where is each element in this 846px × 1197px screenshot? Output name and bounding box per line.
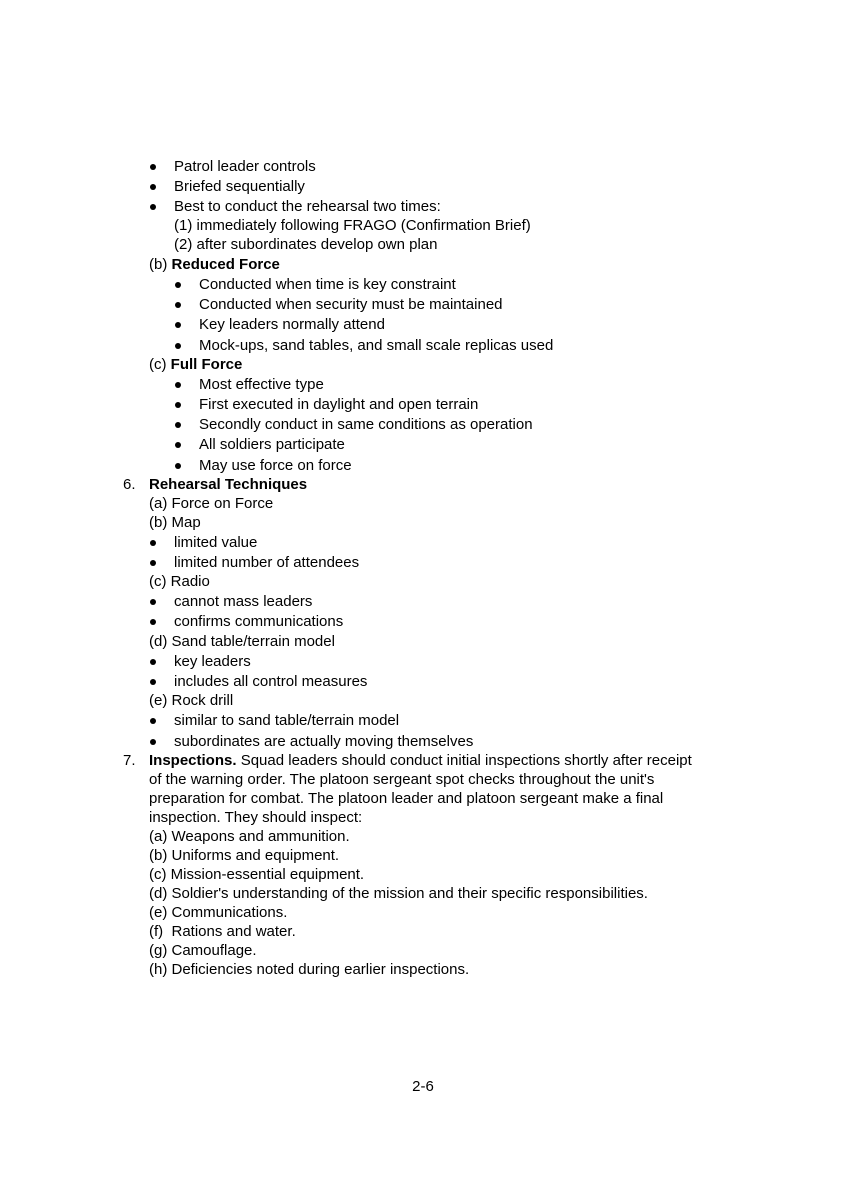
bullet-icon xyxy=(175,322,181,328)
list-subitem: (2) after subordinates develop own plan xyxy=(174,236,438,253)
technique-heading: (a) Force on Force xyxy=(149,495,274,512)
bullet-icon xyxy=(150,164,156,170)
list-item: Mock-ups, sand tables, and small scale replicas used xyxy=(199,337,554,354)
list-item: cannot mass leaders xyxy=(174,593,313,610)
list-item: Conducted when time is key constraint xyxy=(199,276,456,293)
list-item: similar to sand table/terrain model xyxy=(174,712,400,729)
list-item: Conducted when security must be maintained xyxy=(199,296,503,313)
list-item: subordinates are actually moving themselves xyxy=(174,733,474,750)
bullet-icon xyxy=(175,442,181,448)
section-title-text: Rehearsal Techniques xyxy=(149,476,308,493)
list-item: First executed in daylight and open terrain xyxy=(199,396,479,413)
paragraph-text: Squad leaders should conduct initial inspections shortly after receipt xyxy=(240,752,692,769)
bullet-icon xyxy=(175,463,181,469)
bullet-icon xyxy=(150,599,156,605)
inspection-item: (b) Uniforms and equipment. xyxy=(149,847,340,864)
list-item: Best to conduct the rehearsal two times: xyxy=(174,198,441,215)
technique-heading: (d) Sand table/terrain model xyxy=(149,633,335,650)
bullet-icon xyxy=(150,679,156,685)
inspection-item: (a) Weapons and ammunition. xyxy=(149,828,350,845)
inspection-item: (f) Rations and water. xyxy=(149,923,296,940)
subheading-full-force xyxy=(149,355,242,375)
list-item: key leaders xyxy=(174,653,251,670)
inspection-item: (d) Soldier's understanding of the mission and their specific responsibilities. xyxy=(149,885,648,902)
bullet-icon xyxy=(150,184,156,190)
list-subitem: (1) immediately following FRAGO (Confirmation Brief) xyxy=(174,217,531,234)
inspection-item: (g) Camouflage. xyxy=(149,942,257,959)
list-item: Key leaders normally attend xyxy=(199,316,385,333)
list-item: includes all control measures xyxy=(174,673,368,690)
section-number: 7. xyxy=(123,752,136,769)
bullet-icon xyxy=(175,422,181,428)
inspection-item: (h) Deficiencies noted during earlier inspections. xyxy=(149,961,470,978)
inspection-item: (c) Mission-essential equipment. xyxy=(149,866,365,883)
list-item: All soldiers participate xyxy=(199,436,345,453)
subheading-marker: (b) xyxy=(149,256,168,273)
section-number: 6. xyxy=(123,476,136,493)
list-item: May use force on force xyxy=(199,457,352,474)
bullet-icon xyxy=(150,718,156,724)
section-title-text: Inspections. xyxy=(149,752,237,769)
bullet-icon xyxy=(175,402,181,408)
list-item: Briefed sequentially xyxy=(174,178,305,195)
list-item: limited number of attendees xyxy=(174,554,360,571)
technique-heading: (c) Radio xyxy=(149,573,210,590)
bullet-icon xyxy=(175,302,181,308)
bullet-icon xyxy=(150,739,156,745)
section-paragraph-first-line xyxy=(149,751,692,771)
bullet-icon xyxy=(150,540,156,546)
bullet-icon xyxy=(150,204,156,210)
technique-heading: (e) Rock drill xyxy=(149,692,234,709)
list-item: Most effective type xyxy=(199,376,324,393)
list-item: Patrol leader controls xyxy=(174,158,316,175)
paragraph-text: inspection. They should inspect: xyxy=(149,809,363,826)
list-item: confirms communications xyxy=(174,613,344,630)
list-item: limited value xyxy=(174,534,258,551)
paragraph-text: of the warning order. The platoon sergeant spot checks throughout the unit's xyxy=(149,771,655,788)
inspection-item: (e) Communications. xyxy=(149,904,288,921)
subheading-marker: (c) xyxy=(149,356,167,373)
section-title xyxy=(149,475,307,495)
list-item: Secondly conduct in same conditions as operation xyxy=(199,416,533,433)
bullet-icon xyxy=(150,659,156,665)
bullet-icon xyxy=(175,343,181,349)
subheading-title: Full Force xyxy=(170,356,243,373)
bullet-icon xyxy=(175,282,181,288)
subheading-reduced-force xyxy=(149,255,280,275)
bullet-icon xyxy=(175,382,181,388)
subheading-title: Reduced Force xyxy=(171,256,280,273)
technique-heading: (b) Map xyxy=(149,514,201,531)
bullet-icon xyxy=(150,560,156,566)
paragraph-text: preparation for combat. The platoon leader and platoon sergeant make a final xyxy=(149,790,664,807)
page-number: 2-6 xyxy=(412,1078,434,1095)
bullet-icon xyxy=(150,619,156,625)
